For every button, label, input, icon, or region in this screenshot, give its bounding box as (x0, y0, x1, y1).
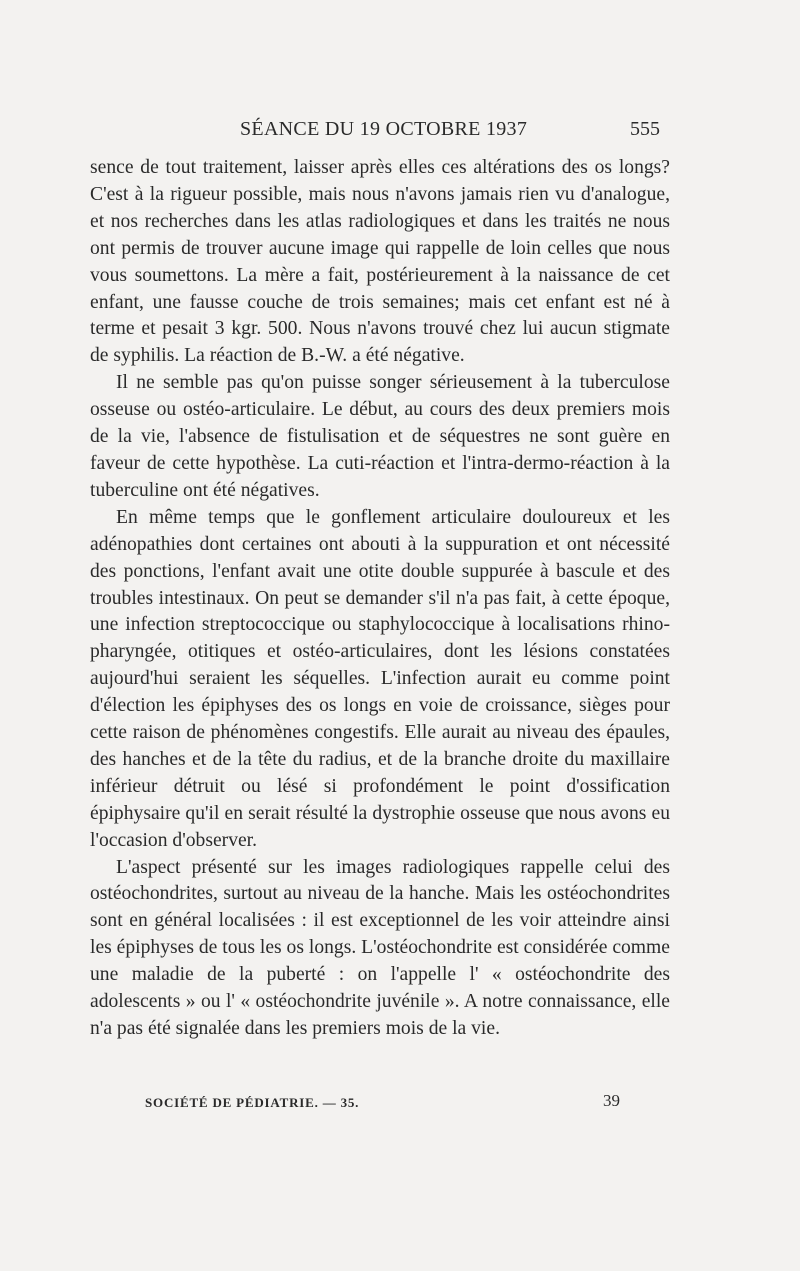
paragraph-3: En même temps que le gonflement articulaire douloureux et les adénopathies dont certaines ont abouti à la suppuration et ont nécessité des ponctions, l'enfant avait une otite double suppurée à bascule et des troubles intestinaux. On peut se demander s'il n'a pas fait, à cette époque, une infection streptococcique ou staphylococcique à localisations rhino-pharyngée, otitiques et ostéo-articulaires, dont les lésions constatées aujourd'hui seraient les séquelles. L'infection aurait eu comme point d'élection les épiphyses des os longs en voie de croissance, sièges pour cette raison de phénomènes congestifs. Elle aurait au niveau des épaules, des hanches et de la tête du radius, et de la branche droite du maxillaire inférieur détruit ou lésé si profondément le point d'ossification épiphysaire qu'il en serait résulté la dystrophie osseuse que nous avons eu l'occasion d'observer. (90, 506, 670, 851)
paragraph-4: L'aspect présenté sur les images radiologiques rappelle celui des ostéochondrites, surtout au niveau de la hanche. Mais les ostéochondrites sont en général localisées : il est exceptionnel de les voir atteindre ainsi les épiphyses de tous les os longs. L'ostéochondrite est considérée comme une maladie de la puberté : on l'appelle l' « ostéochondrite des adolescents » ou l' « ostéochondrite juvénile ». A notre connaissance, elle n'a pas été signalée dans les premiers mois de la vie. (90, 856, 670, 1039)
page-header (90, 118, 660, 148)
sheet-number: 39 (603, 1091, 620, 1110)
running-head: SÉANCE DU 19 OCTOBRE 1937 (240, 118, 528, 140)
signature-mark: SOCIÉTÉ DE PÉDIATRIE. — 35. (145, 1095, 360, 1110)
page-number: 555 (630, 118, 660, 140)
paragraph-1: sence de tout traitement, laisser après elles ces altérations des os longs? C'est à la rigueur possible, mais nous n'avons jamais rien vu d'analogue, et nos recherches dans les atlas radiologiques et dans les traités ne nous ont permis de trouver aucune image qui rappelle de loin celles que nous vous soumettons. La mère a fait, postérieurement à la naissance de cet enfant, une fausse couche de trois semaines; mais cet enfant est né à terme et pesait 3 kgr. 500. Nous n'avons trouvé chez lui aucun stigmate de syphilis. La réaction de B.-W. a été négative. (90, 157, 670, 367)
body-text (90, 155, 670, 1043)
paragraph-2: Il ne semble pas qu'on puisse songer sérieusement à la tuberculose osseuse ou ostéo-articulaire. Le début, au cours des deux premiers mois de la vie, l'absence de fistulisation et de séquestres ne sont guère en faveur de cette hypothèse. La cuti-réaction et l'intra-dermo-réaction à la tuberculine ont été négatives. (90, 372, 670, 501)
page-footer (145, 1091, 620, 1121)
